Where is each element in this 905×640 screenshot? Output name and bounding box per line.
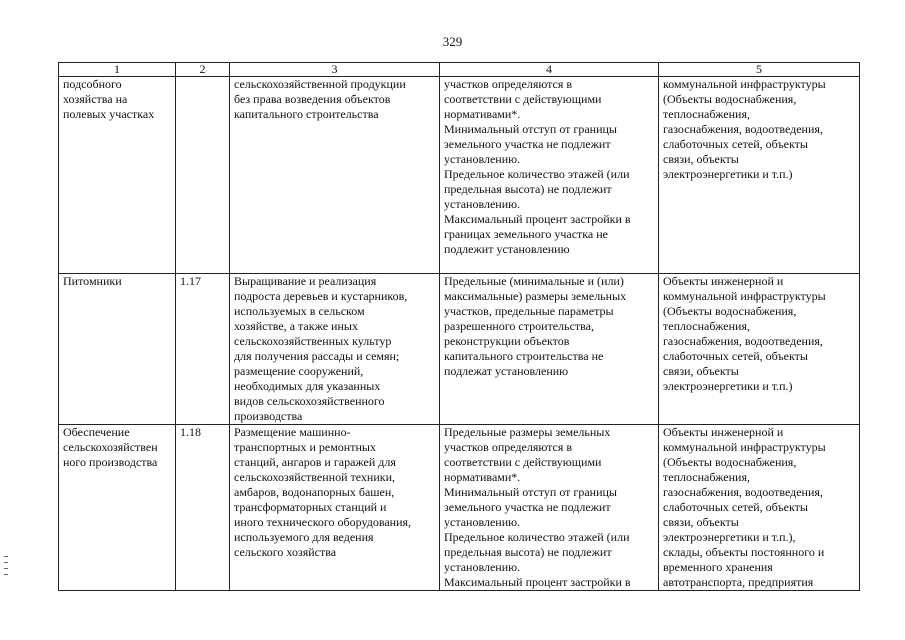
table-row: [59, 274, 860, 425]
use-type-cell: [59, 77, 176, 274]
parameters-text: Предельные размеры земельных участков определяются в соответствии с действующими нормативами*. Минимальный отступ от границы земельного участка не подлежит установлению. Предельное количество этажей (или предельная высота) не подлежит установлению. Максимальный процент застройки в: [444, 425, 631, 589]
auxiliary-uses-text: Объекты инженерной и коммунальной инфраструктуры (Объекты водоснабжения, теплоснабжения, газоснабжения, водоотведения, слаботочных сетей, объекты связи, объекты электроэнергетики и т.п.): [663, 274, 826, 393]
parameters-text: участков определяются в соответствии с действующими нормативами*. Минимальный отступ от границы земельного участка не подлежит установлению. Предельное количество этажей (или предельная высота) не подлежит установлению. Максимальный процент застройки в границах земельного участка не подлежит установлению: [444, 77, 631, 256]
code-cell: [176, 274, 230, 425]
use-type-cell: [59, 274, 176, 425]
scan-margin-marks: [4, 556, 10, 580]
use-type-text: подсобного хозяйства на полевых участках: [63, 77, 155, 121]
code-text: 1.17: [180, 274, 201, 288]
description-cell: [230, 274, 440, 425]
description-text: сельскохозяйственной продукции без права возведения объектов капитального строительства: [234, 77, 406, 121]
code-text: 1.18: [180, 425, 201, 439]
land-use-table: [58, 62, 860, 591]
parameters-text: Предельные (минимальные и (или) максимальные) размеры земельных участков, предельные параметры разрешенного строительства, реконструкции объектов капитального строительства не подлежат установлению: [444, 274, 627, 378]
auxiliary-uses-text: Объекты инженерной и коммунальной инфраструктуры (Объекты водоснабжения, теплоснабжения, газоснабжения, водоотведения, слаботочных сетей, объекты связи, объекты электроэнергетики и т.п.), склады, объекты постоянного и временного хранения автотранспорта, предприятия: [663, 425, 826, 589]
parameters-cell: [440, 425, 659, 591]
description-text: Выращивание и реализация подроста деревьев и кустарников, используемых в сельском хозяйстве, а также иных сельскохозяйственных культур для получения рассады и семян; размещение сооружений, необходимых для указанных видов сельскохозяйственного производства: [234, 274, 408, 423]
auxiliary-uses-text: коммунальной инфраструктуры (Объекты водоснабжения, теплоснабжения, газоснабжения, водоотведения, слаботочных сетей, объекты связи, объекты электроэнергетики и т.п.): [663, 77, 826, 181]
description-cell: [230, 77, 440, 274]
header-col-1: 1: [59, 63, 176, 77]
use-type-cell: [59, 425, 176, 591]
table-row: [59, 425, 860, 591]
code-cell: [176, 425, 230, 591]
description-text: Размещение машинно- транспортных и ремонтных станций, ангаров и гаражей для сельскохозяйственной техники, амбаров, водонапорных башен, трансформаторных станций и иного технического оборудования, используемого для ведения сельского хозяйства: [234, 425, 412, 559]
header-col-2: 2: [176, 63, 230, 77]
table-row: [59, 77, 860, 274]
table-header-row: [59, 63, 860, 77]
auxiliary-uses-cell: [659, 425, 860, 591]
page-number: 329: [442, 34, 463, 49]
header-col-3: 3: [230, 63, 440, 77]
auxiliary-uses-cell: [659, 77, 860, 274]
use-type-text: Обеспечение сельскохозяйствен ного производства: [63, 425, 158, 469]
use-type-text: Питомники: [63, 274, 122, 288]
auxiliary-uses-cell: [659, 274, 860, 425]
header-col-4: 4: [440, 63, 659, 77]
header-col-5: 5: [659, 63, 860, 77]
parameters-cell: [440, 77, 659, 274]
description-cell: [230, 425, 440, 591]
parameters-cell: [440, 274, 659, 425]
code-cell: [176, 77, 230, 274]
